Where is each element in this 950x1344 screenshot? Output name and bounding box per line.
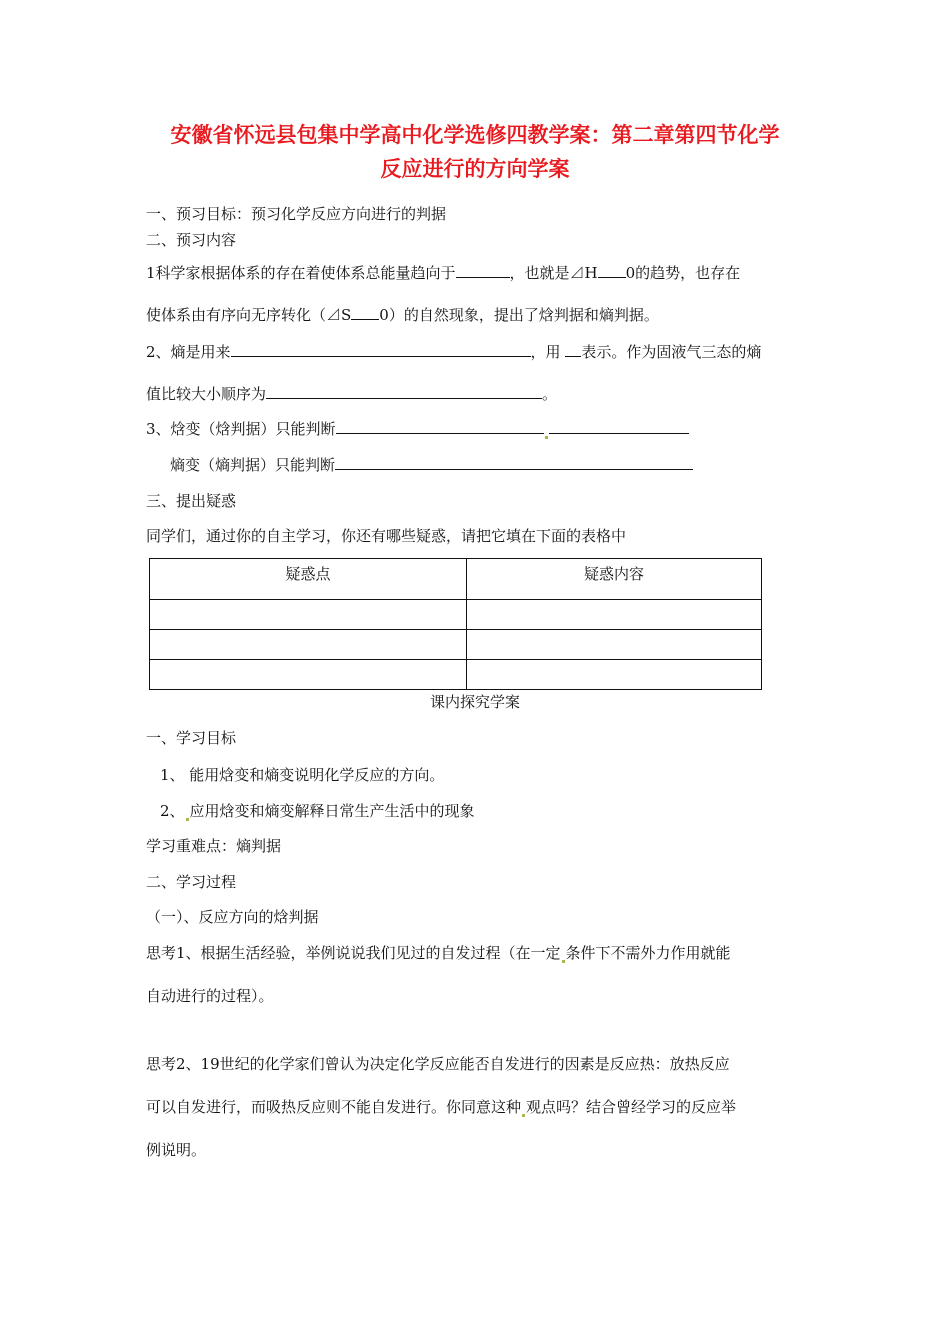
think-2-text-b: 可以自发进行，而吸热反应则不能自发进行。你同意这种 (146, 1098, 522, 1116)
think-2-line-3: 例说明。 (146, 1141, 207, 1159)
table-header-row (150, 559, 762, 600)
scan-mark (545, 436, 548, 439)
q2-text-e: 。 (542, 385, 558, 403)
answer-blank[interactable] (335, 455, 693, 470)
scan-mark (562, 960, 565, 963)
table-row (150, 660, 762, 690)
q1-text-c: 0的趋势，也存在 (625, 264, 741, 282)
subsection-enthalpy: （一）、反应方向的焓判据 (146, 908, 319, 926)
goal-2-text: 应用焓变和熵变解释日常生产生活中的现象 (189, 802, 475, 820)
title-line-1: 安徽省怀远县包集中学高中化学选修四教学案：第二章第四节化学 (170, 123, 780, 147)
q2-text-d: 值比较大小顺序为 (146, 385, 267, 403)
key-point: 学习重难点：熵判据 (146, 837, 282, 855)
q3-text-b: 熵变（熵判据）只能判断 (170, 456, 336, 474)
answer-blank[interactable] (336, 419, 544, 434)
goal-heading: 一、学习目标 (146, 729, 237, 747)
table-row (150, 630, 762, 660)
question-1-line-2 (146, 304, 659, 325)
think-2-line-1: 思考2、19世纪的化学家们曾认为决定化学反应能否自发进行的因素是反应热：放热反应 (146, 1055, 730, 1073)
table-cell[interactable] (150, 660, 467, 690)
think-2-line-2 (146, 1096, 736, 1117)
question-1-line-1 (146, 262, 740, 283)
question-3-line-1 (146, 418, 689, 439)
q1-text-d: 使体系由有序向无序转化（⊿S (146, 306, 352, 324)
q1-text-a: 1科学家根据体系的存在着使体系总能量趋向于 (146, 264, 456, 282)
goal-item-1: 1、 能用焓变和熵变说明化学反应的方向。 (160, 766, 445, 784)
answer-blank[interactable] (565, 342, 581, 357)
question-2-line-2 (146, 383, 557, 404)
q2-text-b: ，用 (530, 343, 561, 361)
answer-blank[interactable] (266, 384, 542, 399)
preview-goal: 一、预习目标：预习化学反应方向进行的判据 (146, 205, 447, 223)
scan-mark (522, 1114, 525, 1117)
think-1-text-b: 条件下不需外力作用就能 (565, 944, 731, 962)
table-row (150, 600, 762, 630)
q3-text-a: 3、焓变（焓判据）只能判断 (146, 420, 336, 438)
q2-text-a: 2、熵是用来 (146, 343, 231, 361)
table-cell[interactable] (150, 600, 467, 630)
document-title (130, 118, 820, 186)
table-cell[interactable] (467, 630, 762, 660)
doubt-table (149, 558, 762, 690)
table-cell[interactable] (467, 600, 762, 630)
think-1-text-a: 思考1、根据生活经验，举例说说我们见过的自发过程（在一定 (146, 944, 561, 962)
answer-blank[interactable] (351, 305, 379, 320)
table-cell[interactable] (150, 630, 467, 660)
preview-content-heading: 二、预习内容 (146, 231, 237, 249)
answer-blank[interactable] (549, 419, 689, 434)
doubt-heading: 三、提出疑惑 (146, 492, 237, 510)
process-heading: 二、学习过程 (146, 873, 237, 891)
inclass-heading: 课内探究学案 (429, 693, 520, 711)
answer-blank[interactable] (231, 342, 531, 357)
answer-blank[interactable] (598, 263, 626, 278)
goal-2-number: 2、 (160, 802, 185, 820)
table-header-doubt-content: 疑惑内容 (467, 559, 762, 600)
title-line-2: 反应进行的方向学案 (380, 157, 570, 181)
table-header-doubt-point: 疑惑点 (150, 559, 467, 600)
question-2-line-1 (146, 341, 761, 362)
goal-item-2 (160, 800, 475, 821)
question-3-line-2 (170, 454, 693, 475)
table-cell[interactable] (467, 660, 762, 690)
answer-blank[interactable] (456, 263, 510, 278)
q2-text-c: 表示。作为固液气三态的熵 (581, 343, 762, 361)
think-1-line-1 (146, 942, 731, 963)
doubt-intro: 同学们，通过你的自主学习，你还有哪些疑惑，请把它填在下面的表格中 (146, 527, 627, 545)
think-2-text-c: 观点吗？结合曾经学习的反应举 (526, 1098, 737, 1116)
think-1-line-2: 自动进行的过程）。 (146, 987, 274, 1005)
scan-mark (186, 818, 189, 821)
q1-text-e: 0）的自然现象，提出了焓判据和熵判据。 (379, 306, 659, 324)
q1-text-b: ，也就是⊿H (509, 264, 598, 282)
